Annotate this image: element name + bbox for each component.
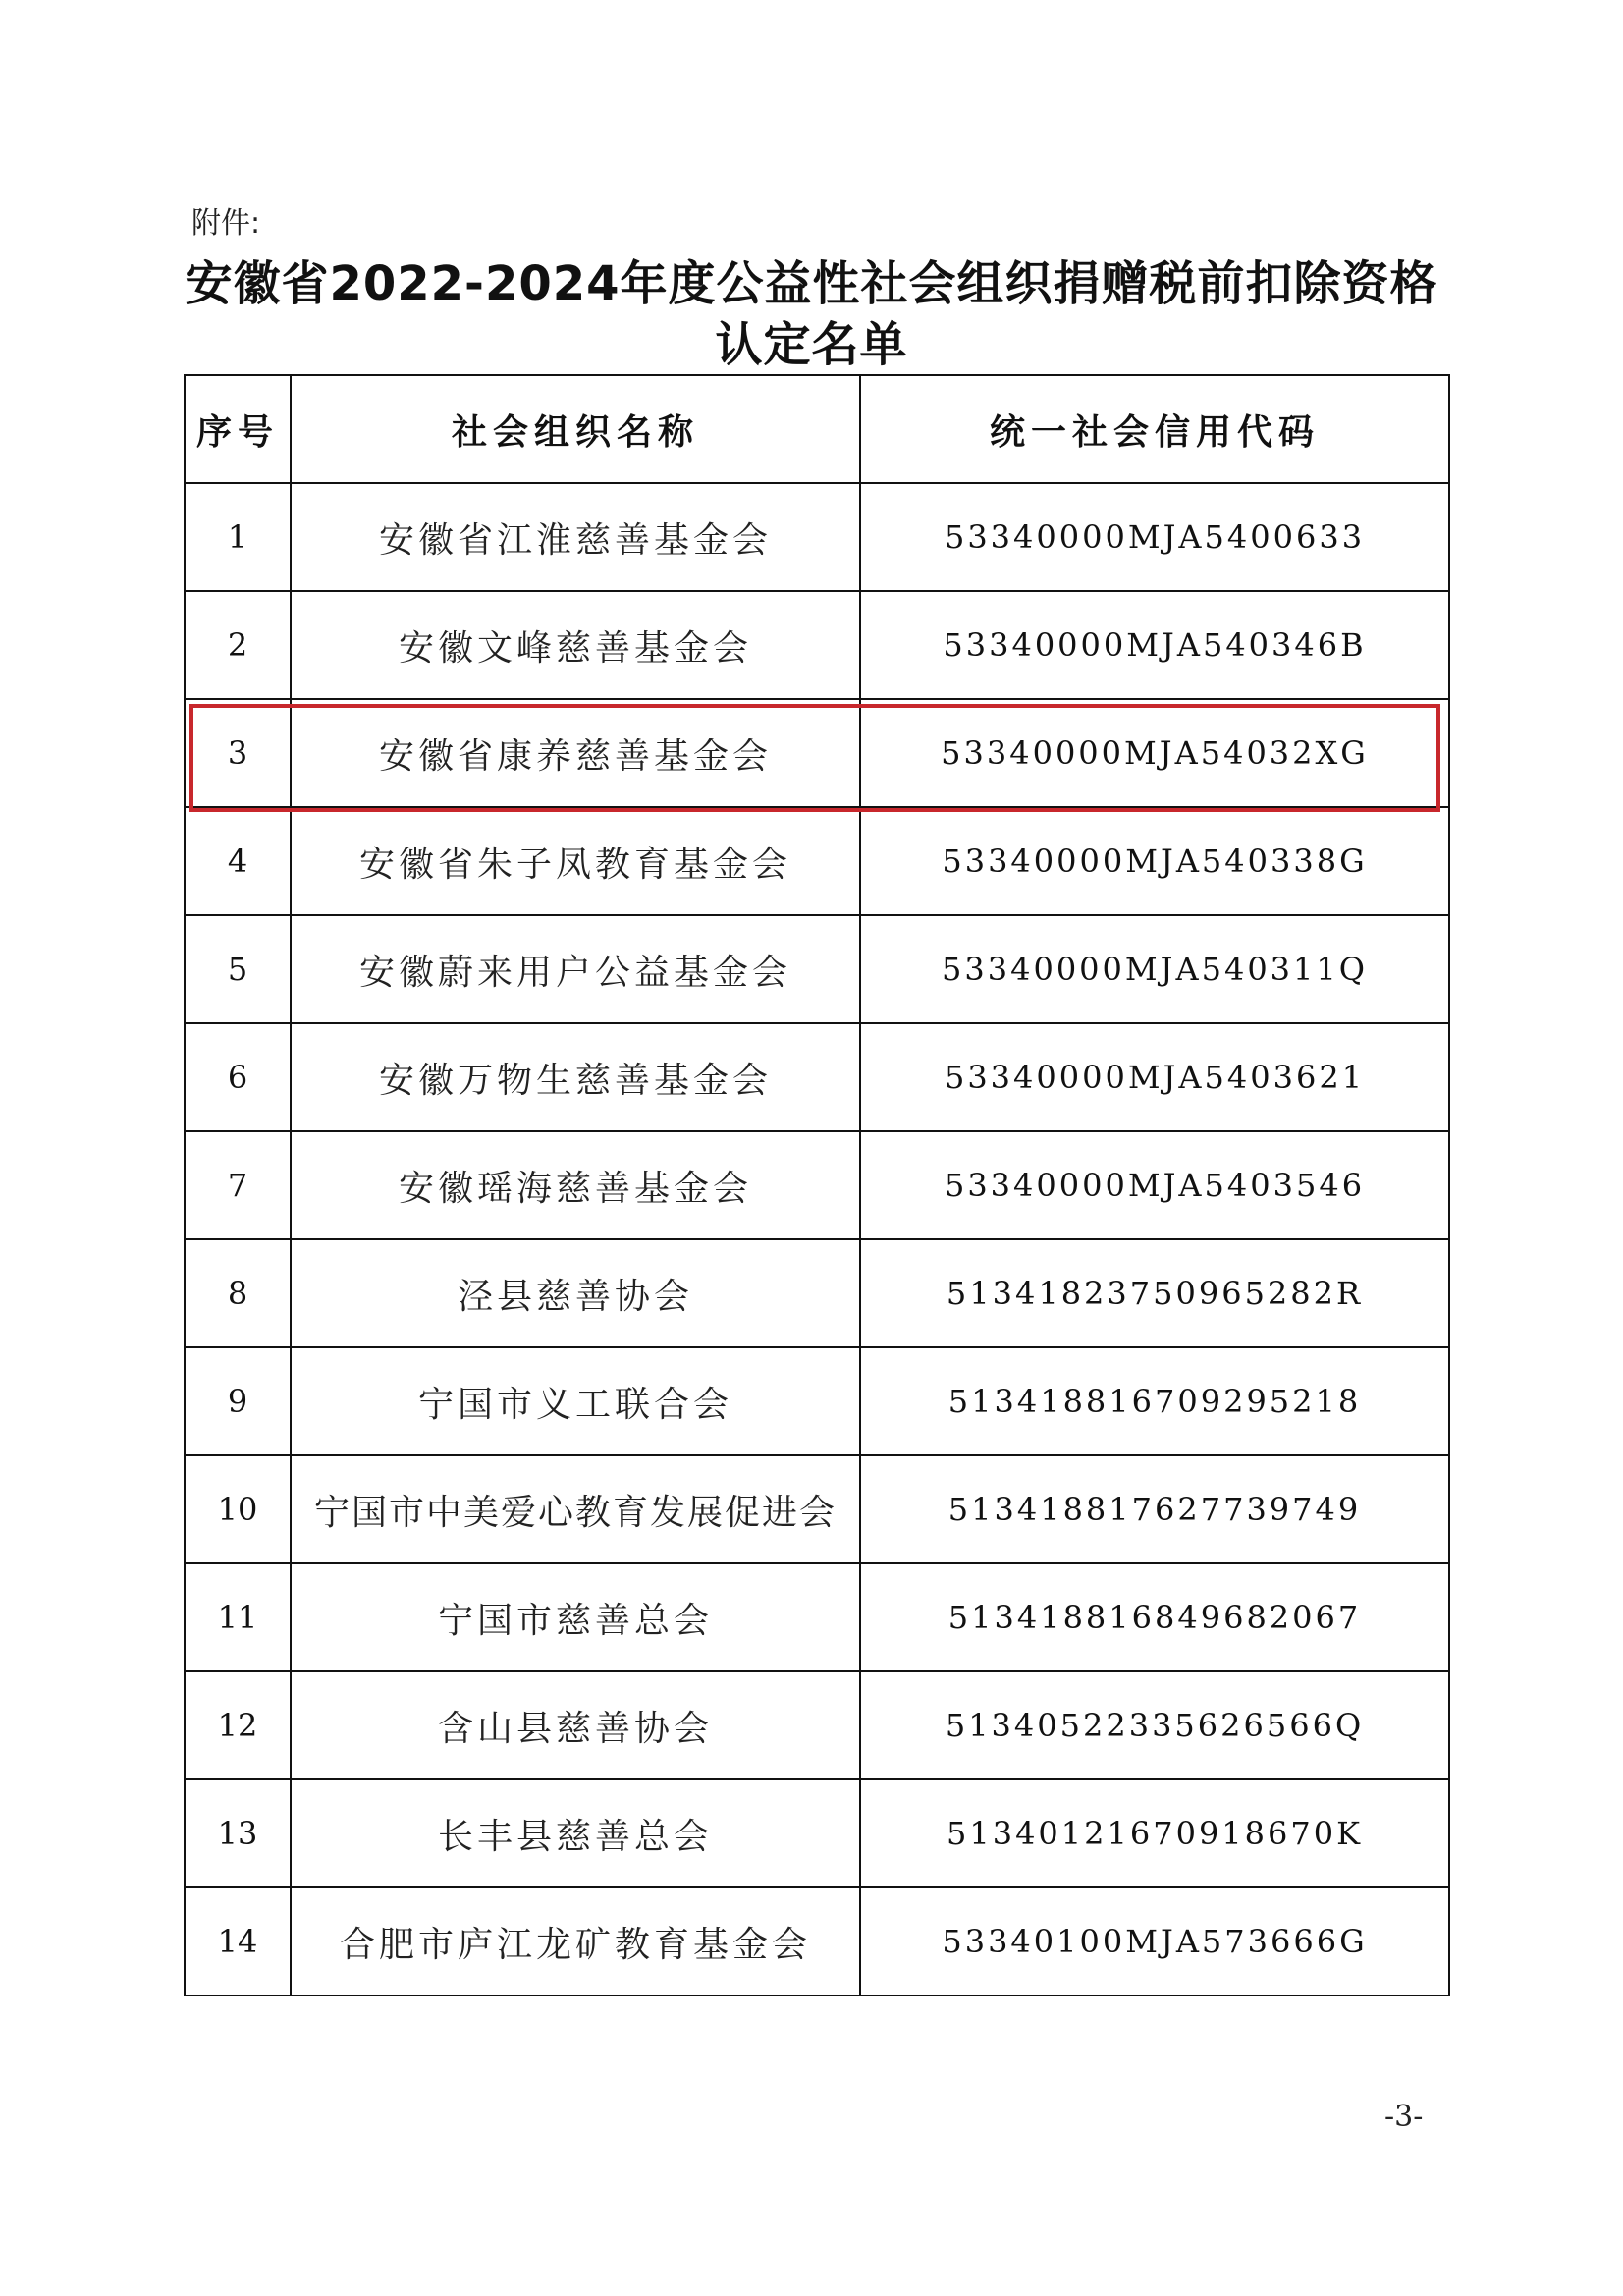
header-credit-code: 统一社会信用代码 (860, 375, 1449, 483)
row-credit-code: 51340522335626566Q (860, 1671, 1449, 1779)
row-serial-number: 14 (185, 1887, 291, 1995)
table-row (185, 591, 1449, 699)
row-serial-number: 5 (185, 915, 291, 1023)
row-organization-name: 长丰县慈善总会 (291, 1779, 860, 1887)
document-title: 安徽省2022-2024年度公益性社会组织捐赠税前扣除资格 (185, 256, 1438, 311)
row-organization-name: 宁国市中美爱心教育发展促进会 (291, 1455, 860, 1563)
header-organization-name: 社会组织名称 (291, 375, 860, 483)
row-organization-name: 含山县慈善协会 (291, 1671, 860, 1779)
table-row (185, 1131, 1449, 1239)
row-organization-name: 宁国市义工联合会 (291, 1347, 860, 1455)
row-serial-number: 4 (185, 807, 291, 915)
row-credit-code: 53340000MJA54032XG (860, 699, 1449, 807)
row-organization-name: 安徽万物生慈善基金会 (291, 1023, 860, 1131)
table-row (185, 1023, 1449, 1131)
table-row (185, 1239, 1449, 1347)
row-organization-name: 安徽文峰慈善基金会 (291, 591, 860, 699)
row-serial-number: 11 (185, 1563, 291, 1671)
row-credit-code: 513418817627739749 (860, 1455, 1449, 1563)
row-serial-number: 3 (185, 699, 291, 807)
row-credit-code: 53340000MJA540338G (860, 807, 1449, 915)
row-credit-code: 53340000MJA5400633 (860, 483, 1449, 591)
table-row (185, 1455, 1449, 1563)
row-serial-number: 7 (185, 1131, 291, 1239)
row-credit-code: 53340000MJA5403621 (860, 1023, 1449, 1131)
table-row-highlighted (185, 699, 1449, 807)
row-credit-code: 53340000MJA540346B (860, 591, 1449, 699)
table-row (185, 1779, 1449, 1887)
row-serial-number: 9 (185, 1347, 291, 1455)
row-credit-code: 53340000MJA5403546 (860, 1131, 1449, 1239)
row-organization-name: 安徽瑶海慈善基金会 (291, 1131, 860, 1239)
row-organization-name: 合肥市庐江龙矿教育基金会 (291, 1887, 860, 1995)
row-organization-name: 安徽蔚来用户公益基金会 (291, 915, 860, 1023)
row-serial-number: 13 (185, 1779, 291, 1887)
row-organization-name: 泾县慈善协会 (291, 1239, 860, 1347)
row-serial-number: 10 (185, 1455, 291, 1563)
row-credit-code: 53340000MJA540311Q (860, 915, 1449, 1023)
row-organization-name: 安徽省康养慈善基金会 (291, 699, 860, 807)
row-credit-code: 513418816709295218 (860, 1347, 1449, 1455)
row-credit-code: 53340100MJA573666G (860, 1887, 1449, 1995)
row-serial-number: 8 (185, 1239, 291, 1347)
row-credit-code: 51341823750965282R (860, 1239, 1449, 1347)
row-serial-number: 6 (185, 1023, 291, 1131)
row-credit-code: 51340121670918670K (860, 1779, 1449, 1887)
table-row (185, 807, 1449, 915)
attachment-label: 附件: (191, 206, 261, 241)
row-serial-number: 12 (185, 1671, 291, 1779)
row-serial-number: 2 (185, 591, 291, 699)
organization-table (184, 374, 1450, 1996)
page-number: -3- (1384, 2100, 1424, 2134)
table-row (185, 483, 1449, 591)
table-row (185, 1563, 1449, 1671)
table-row (185, 1347, 1449, 1455)
header-serial-number: 序号 (185, 375, 291, 483)
table-row (185, 915, 1449, 1023)
row-organization-name: 宁国市慈善总会 (291, 1563, 860, 1671)
table-row (185, 1671, 1449, 1779)
row-serial-number: 1 (185, 483, 291, 591)
row-organization-name: 安徽省朱子凤教育基金会 (291, 807, 860, 915)
row-credit-code: 513418816849682067 (860, 1563, 1449, 1671)
table-row (185, 1887, 1449, 1995)
table-header-row (185, 375, 1449, 483)
document-title-continued: 认定名单 (715, 317, 908, 372)
row-organization-name: 安徽省江淮慈善基金会 (291, 483, 860, 591)
